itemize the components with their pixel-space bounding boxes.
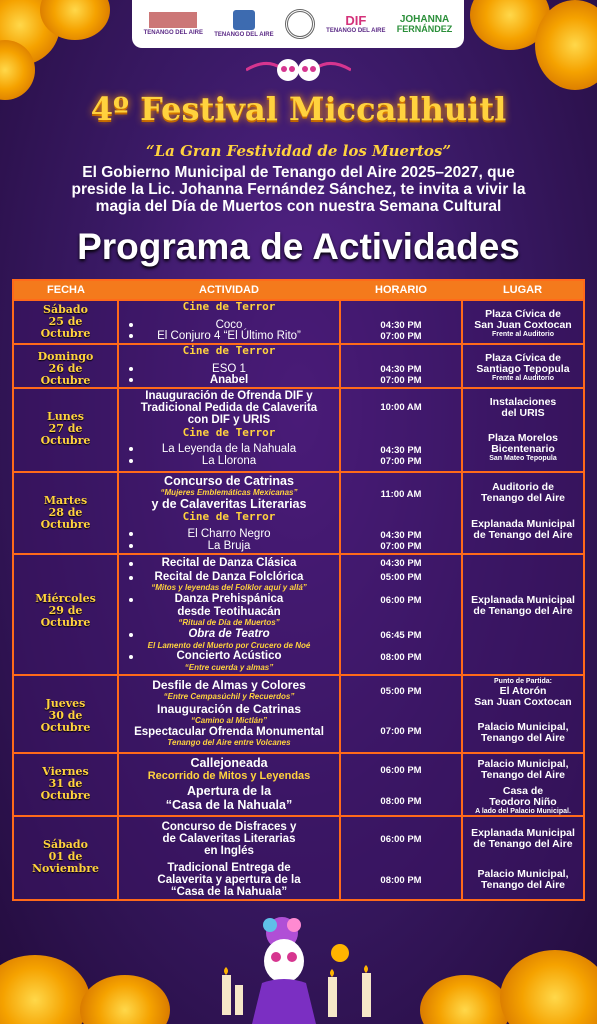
logo-bar: [132, 0, 464, 48]
tenango-logo: TENANGO DEL AIRE: [144, 12, 203, 37]
time-cell: 06:00 PM: [380, 595, 422, 606]
place-cell: Explanada Municipal de Tenango del Aire: [471, 594, 575, 617]
place-cell: Instalaciones del URIS: [489, 396, 557, 419]
table-row: [14, 674, 583, 754]
catrina-illustration: [0, 905, 597, 1024]
festival-subtitle: “La Gran Festividad de los Muertos”: [145, 142, 452, 160]
place-cell: Palacio Municipal, Tenango del Aire: [477, 868, 569, 891]
time-cell: 06:00 PM: [380, 765, 422, 776]
table-row: [14, 343, 583, 389]
table-row: [14, 815, 583, 899]
program-heading: Programa de Actividades: [77, 226, 520, 267]
festival-title: 4º Festival Miccailhuitl: [90, 90, 507, 128]
date-cell: Jueves 30 de Octubre: [40, 697, 91, 734]
time-cell: 04:30 PM: [380, 558, 422, 569]
time-cell: 05:00 PM: [380, 686, 422, 697]
johanna-logo: JOHANNA FERNÁNDEZ: [396, 13, 453, 34]
table-row: [14, 387, 583, 473]
time-cell: 04:30 PM 07:00 PM: [380, 530, 422, 552]
place-cell: Plaza Morelos Bicentenario San Mateo Tepopula: [487, 432, 559, 462]
time-cell: 04:30 PM 07:00 PM: [380, 364, 422, 386]
time-cell: 08:00 PM: [380, 652, 422, 663]
sugar-skulls-icon: [246, 54, 351, 86]
date-cell: Martes 28 de Octubre: [40, 494, 91, 531]
activity-cell: Concurso de Catrinas “Mujeres Emblemáticas Mexicanas” y de Calaveritas Literarias Cine de Terror El Charro Negro La Bruja: [119, 473, 339, 555]
activity-cell: Cine de Terror Coco El Conjuro 4 “El Último Rito”: [119, 301, 339, 345]
place-cell: Casa de Teodoro Niño A lado del Palacio Municipal.: [475, 785, 571, 815]
time-cell: 06:00 PM: [380, 834, 422, 845]
activities-table: [12, 279, 585, 901]
activity-cell: Inauguración de Ofrenda DIF y Tradicional Pedida de Calaverita con DIF y URIS Cine de Terror La Leyenda de la Nahuala La Llorona: [119, 389, 339, 473]
tenango-shield-logo: TENANGO DEL AIRE: [214, 10, 273, 39]
place-cell: Plaza Cívica de Santiago Tepopula Frente al Auditorio: [476, 352, 570, 382]
table-row: [14, 553, 583, 676]
place-cell: Palacio Municipal, Tenango del Aire: [477, 758, 569, 781]
table-row: [14, 752, 583, 817]
date-cell: Viernes 31 de Octubre: [40, 765, 91, 802]
time-cell: 04:30 PM 07:00 PM: [380, 320, 422, 342]
time-cell: 05:00 PM: [380, 572, 422, 583]
time-cell: 07:00 PM: [380, 726, 422, 737]
time-cell: 08:00 PM: [380, 796, 422, 807]
dif-logo: DIF TENANGO DEL AIRE: [326, 12, 386, 34]
time-cell: 04:30 PM 07:00 PM: [380, 445, 422, 467]
col-fecha: FECHA: [47, 284, 85, 296]
place-cell: Plaza Cívica de San Juan Coxtocan Frente al Auditorio: [474, 308, 572, 338]
place-cell: Auditorio de Tenango del Aire: [480, 481, 565, 504]
place-cell: Explanada Municipal de Tenango del Aire: [471, 518, 575, 541]
table-header: [14, 281, 583, 299]
col-actividad: ACTIVIDAD: [199, 284, 259, 296]
activity-cell: Concurso de Disfraces y de Calaveritas Literarias en Inglés Tradicional Entrega de Calaverita y apertura de la “Casa de la Nahuala”: [157, 821, 301, 898]
table-row: [14, 471, 583, 555]
col-horario: HORARIO: [375, 284, 427, 296]
activity-cell: Desfile de Almas y Colores “Entre Cempasúchil y Recuerdos” Inauguración de Catrinas “Camino al Mictlán” Espectacular Ofrenda Monumental Tenango del Aire entre Volcanes: [134, 678, 324, 747]
col-lugar: LUGAR: [502, 284, 543, 296]
activity-cell: Callejoneada Recorrido de Mitos y Leyendas Apertura de la “Casa de la Nahuala”: [147, 756, 311, 812]
date-cell: Lunes 27 de Octubre: [40, 410, 91, 447]
municipal-seal: [285, 9, 315, 39]
time-cell: 10:00 AM: [380, 402, 422, 413]
date-cell: Sábado 01 de Noviembre: [31, 838, 100, 875]
time-cell: 11:00 AM: [380, 489, 422, 500]
activity-cell: Cine de Terror ESO 1 Anabel: [119, 345, 339, 389]
place-cell: Punto de Partida: El Atorón San Juan Coxtocan: [474, 678, 572, 708]
time-cell: 08:00 PM: [380, 875, 422, 886]
time-cell: 06:45 PM: [380, 630, 422, 641]
date-cell: Miércoles 29 de Octubre: [35, 592, 96, 629]
place-cell: Palacio Municipal, Tenango del Aire: [477, 721, 569, 744]
date-cell: Domingo 26 de Octubre: [37, 350, 94, 387]
intro-text: El Gobierno Municipal de Tenango del Aire 2025–2027, que preside la Lic. Johanna Fernández Sánchez, te invita a vivir la magia del Día de Muertos con nuestra Semana Cultural: [71, 164, 526, 215]
activity-cell: Recital de Danza Clásica Recital de Danza Folclórica “Mitos y leyendas del Folklor aquí y allá” Danza Prehispánica desde Teotihuacán “Ritual de Día de Muertos” Obra de Teatro El Lamento del Muerto por Crucero de Noé Concierto Acústico “Entre cuerda y almas”: [119, 555, 339, 676]
table-row: [14, 299, 583, 345]
date-cell: Sábado 25 de Octubre: [40, 303, 91, 340]
place-cell: Explanada Municipal de Tenango del Aire: [471, 827, 575, 850]
